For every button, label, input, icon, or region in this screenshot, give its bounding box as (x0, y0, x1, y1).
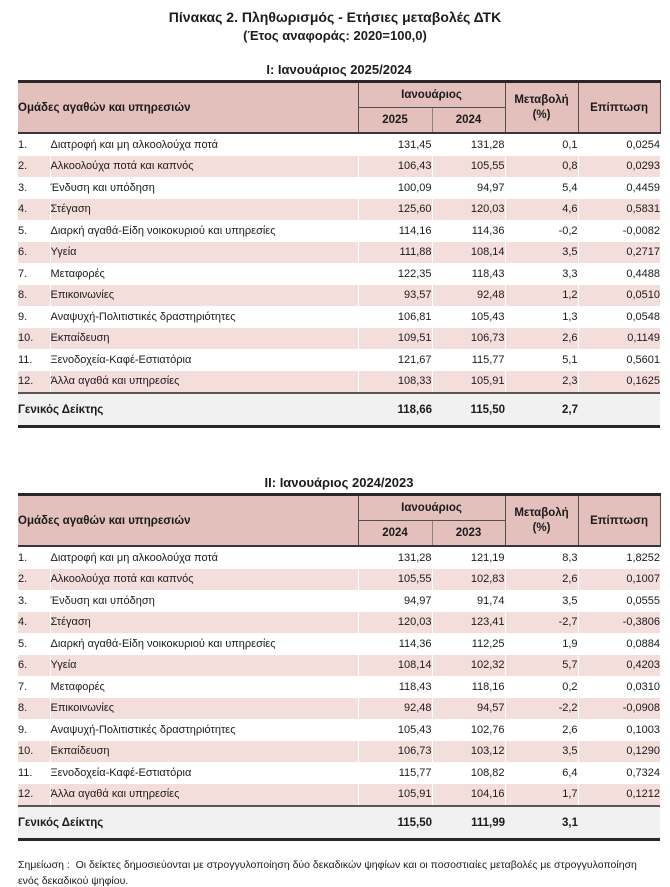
header-change (505, 82, 578, 134)
total-label: Γενικός Δείκτης (18, 806, 358, 840)
change-percent: 2,6 (505, 328, 578, 350)
impact-value: 0,5601 (578, 349, 660, 371)
index-value-year1: 105,91 (358, 784, 432, 807)
table-caption: II: Ιανουάριος 2024/2023 (264, 475, 414, 490)
row-category: Μεταφορές (50, 676, 358, 698)
index-value-year2: 92,48 (432, 285, 505, 307)
row-category: Αλκοολούχα ποτά και καπνός (50, 156, 358, 178)
header-impact: Επίπτωση (578, 82, 660, 134)
row-number: 12. (18, 371, 50, 394)
footnote: Σημείωση : Οι δείκτες δημοσιεύονται με στρογγυλοποίηση δύο δεκαδικών ψηφίων και οι ποσοστιαίες μεταβολές με στρογγυλοποίηση ενός δεκαδικού ψηφίου. (18, 859, 640, 887)
table-row (18, 546, 660, 569)
row-number: 4. (18, 199, 50, 221)
table-row (18, 133, 660, 156)
index-value-year2: 104,16 (432, 784, 505, 807)
index-value-year2: 115,77 (432, 349, 505, 371)
table-section (18, 475, 660, 841)
index-value-year1: 120,03 (358, 612, 432, 634)
change-percent: 5,7 (505, 655, 578, 677)
index-value-year1: 105,55 (358, 569, 432, 591)
table-row (18, 177, 660, 199)
index-value-year2: 102,32 (432, 655, 505, 677)
row-category: Αναψυχή-Πολιτιστικές δραστηριότητες (50, 306, 358, 328)
table-row (18, 349, 660, 371)
row-category: Διατροφή και μη αλκοολούχα ποτά (50, 546, 358, 569)
index-value-year1: 100,09 (358, 177, 432, 199)
change-percent: 4,6 (505, 199, 578, 221)
change-percent: 2,3 (505, 371, 578, 394)
table-header (18, 495, 660, 547)
table-footer (18, 806, 660, 840)
row-number: 5. (18, 220, 50, 242)
row-number: 5. (18, 633, 50, 655)
row-number: 2. (18, 569, 50, 591)
header-groups: Ομάδες αγαθών και υπηρεσιών (18, 495, 358, 547)
impact-value: 0,4459 (578, 177, 660, 199)
table-row (18, 306, 660, 328)
row-category: Ένδυση και υπόδηση (50, 177, 358, 199)
row-category: Στέγαση (50, 199, 358, 221)
index-value-year1: 115,77 (358, 762, 432, 784)
change-percent: -2,2 (505, 698, 578, 720)
row-category: Διαρκή αγαθά-Είδη νοικοκυριού και υπηρεσίες (50, 633, 358, 655)
change-percent: 1,3 (505, 306, 578, 328)
table-row (18, 762, 660, 784)
row-number: 7. (18, 676, 50, 698)
table-body (18, 133, 660, 393)
table-row (18, 285, 660, 307)
index-value-year1: 106,43 (358, 156, 432, 178)
table-row (18, 220, 660, 242)
change-percent: 8,3 (505, 546, 578, 569)
row-number: 6. (18, 655, 50, 677)
index-value-year1: 108,33 (358, 371, 432, 394)
total-change: 3,1 (505, 806, 578, 840)
change-percent: 1,7 (505, 784, 578, 807)
row-category: Διατροφή και μη αλκοολούχα ποτά (50, 133, 358, 156)
row-category: Ξενοδοχεία-Καφέ-Εστιατόρια (50, 349, 358, 371)
index-value-year2: 131,28 (432, 133, 505, 156)
header-change (505, 495, 578, 547)
total-impact (578, 806, 660, 840)
table-body (18, 546, 660, 806)
index-value-year1: 105,43 (358, 719, 432, 741)
index-value-year2: 108,82 (432, 762, 505, 784)
header-change-line2: (%) (532, 108, 551, 121)
change-percent: 0,1 (505, 133, 578, 156)
change-percent: 3,5 (505, 741, 578, 763)
impact-value: 0,0510 (578, 285, 660, 307)
change-percent: 2,6 (505, 569, 578, 591)
total-row (18, 806, 660, 840)
index-value-year1: 131,45 (358, 133, 432, 156)
row-category: Επικοινωνίες (50, 285, 358, 307)
impact-value: 1,8252 (578, 546, 660, 569)
header-change-line2: (%) (532, 521, 551, 534)
impact-value: 0,1149 (578, 328, 660, 350)
impact-value: -0,3806 (578, 612, 660, 634)
row-category: Ένδυση και υπόδηση (50, 590, 358, 612)
header-impact: Επίπτωση (578, 495, 660, 547)
header-month: Ιανουάριος (358, 495, 505, 521)
impact-value: 0,4203 (578, 655, 660, 677)
row-category: Υγεία (50, 242, 358, 264)
impact-value: 0,0884 (578, 633, 660, 655)
total-index-year2: 111,99 (432, 806, 505, 840)
index-value-year2: 105,55 (432, 156, 505, 178)
table-row (18, 698, 660, 720)
row-category: Υγεία (50, 655, 358, 677)
table-row (18, 784, 660, 807)
index-value-year2: 118,43 (432, 263, 505, 285)
change-percent: 6,4 (505, 762, 578, 784)
change-percent: 3,5 (505, 590, 578, 612)
row-number: 12. (18, 784, 50, 807)
total-index-year1: 118,66 (358, 393, 432, 427)
index-value-year2: 112,25 (432, 633, 505, 655)
table-row (18, 242, 660, 264)
inflation-table (18, 493, 661, 841)
total-row (18, 393, 660, 427)
row-category: Εκπαίδευση (50, 741, 358, 763)
table-caption: I: Ιανουάριος 2025/2024 (266, 62, 412, 77)
impact-value: -0,0908 (578, 698, 660, 720)
row-number: 10. (18, 741, 50, 763)
table-row (18, 156, 660, 178)
change-percent: -2,7 (505, 612, 578, 634)
index-value-year2: 120,03 (432, 199, 505, 221)
header-groups: Ομάδες αγαθών και υπηρεσιών (18, 82, 358, 134)
change-percent: 3,3 (505, 263, 578, 285)
index-value-year1: 93,57 (358, 285, 432, 307)
table-row (18, 328, 660, 350)
row-category: Στέγαση (50, 612, 358, 634)
index-value-year1: 111,88 (358, 242, 432, 264)
table-row (18, 633, 660, 655)
index-value-year1: 106,73 (358, 741, 432, 763)
change-percent: 0,8 (505, 156, 578, 178)
page-subtitle: (Έτος αναφοράς: 2020=100,0) (243, 28, 427, 43)
table-row (18, 741, 660, 763)
row-number: 3. (18, 177, 50, 199)
impact-value: 0,1003 (578, 719, 660, 741)
row-number: 6. (18, 242, 50, 264)
index-value-year1: 122,35 (358, 263, 432, 285)
table-footer (18, 393, 660, 427)
impact-value: 0,0293 (578, 156, 660, 178)
total-label: Γενικός Δείκτης (18, 393, 358, 427)
row-number: 11. (18, 762, 50, 784)
index-value-year1: 108,14 (358, 655, 432, 677)
index-value-year1: 131,28 (358, 546, 432, 569)
row-number: 1. (18, 546, 50, 569)
change-percent: 0,2 (505, 676, 578, 698)
change-percent: 2,6 (505, 719, 578, 741)
table-row (18, 263, 660, 285)
row-number: 7. (18, 263, 50, 285)
table-row (18, 676, 660, 698)
index-value-year2: 103,12 (432, 741, 505, 763)
index-value-year2: 102,76 (432, 719, 505, 741)
impact-value: -0,0082 (578, 220, 660, 242)
index-value-year2: 105,43 (432, 306, 505, 328)
header-month: Ιανουάριος (358, 82, 505, 108)
index-value-year1: 92,48 (358, 698, 432, 720)
impact-value: 0,1625 (578, 371, 660, 394)
row-number: 10. (18, 328, 50, 350)
row-category: Μεταφορές (50, 263, 358, 285)
change-percent: 1,2 (505, 285, 578, 307)
change-percent: 5,1 (505, 349, 578, 371)
row-number: 9. (18, 719, 50, 741)
table-row (18, 612, 660, 634)
tables-container (18, 62, 660, 841)
impact-value: 0,0548 (578, 306, 660, 328)
change-percent: -0,2 (505, 220, 578, 242)
impact-value: 0,2717 (578, 242, 660, 264)
impact-value: 0,4488 (578, 263, 660, 285)
index-value-year2: 102,83 (432, 569, 505, 591)
index-value-year2: 91,74 (432, 590, 505, 612)
index-value-year1: 109,51 (358, 328, 432, 350)
table-row (18, 569, 660, 591)
impact-value: 0,0310 (578, 676, 660, 698)
table-row (18, 371, 660, 394)
header-change-line1: Μεταβολή (514, 506, 569, 519)
row-category: Ξενοδοχεία-Καφέ-Εστιατόρια (50, 762, 358, 784)
impact-value: 0,7324 (578, 762, 660, 784)
row-number: 3. (18, 590, 50, 612)
inflation-table (18, 80, 661, 428)
impact-value: 0,5831 (578, 199, 660, 221)
header-change-line1: Μεταβολή (514, 93, 569, 106)
row-number: 11. (18, 349, 50, 371)
impact-value: 0,1007 (578, 569, 660, 591)
header-year1: 2024 (358, 521, 432, 547)
row-category: Διαρκή αγαθά-Είδη νοικοκυριού και υπηρεσίες (50, 220, 358, 242)
index-value-year1: 121,67 (358, 349, 432, 371)
index-value-year2: 105,91 (432, 371, 505, 394)
table-header (18, 82, 660, 134)
table-row (18, 655, 660, 677)
row-number: 4. (18, 612, 50, 634)
index-value-year2: 118,16 (432, 676, 505, 698)
table-row (18, 590, 660, 612)
index-value-year1: 114,36 (358, 633, 432, 655)
impact-value: 0,0254 (578, 133, 660, 156)
row-number: 8. (18, 698, 50, 720)
impact-value: 0,1290 (578, 741, 660, 763)
row-category: Αναψυχή-Πολιτιστικές δραστηριότητες (50, 719, 358, 741)
header-year1: 2025 (358, 108, 432, 134)
row-category: Άλλα αγαθά και υπηρεσίες (50, 371, 358, 394)
table-section (18, 62, 660, 428)
index-value-year2: 121,19 (432, 546, 505, 569)
change-percent: 5,4 (505, 177, 578, 199)
page-title: Πίνακας 2. Πληθωρισμός - Ετήσιες μεταβολές ΔΤΚ (168, 9, 502, 25)
row-number: 1. (18, 133, 50, 156)
row-category: Εκπαίδευση (50, 328, 358, 350)
total-change: 2,7 (505, 393, 578, 427)
header-year2: 2023 (432, 521, 505, 547)
row-number: 2. (18, 156, 50, 178)
row-number: 9. (18, 306, 50, 328)
header-year2: 2024 (432, 108, 505, 134)
total-impact (578, 393, 660, 427)
index-value-year1: 125,60 (358, 199, 432, 221)
change-percent: 3,5 (505, 242, 578, 264)
table-row (18, 719, 660, 741)
index-value-year2: 114,36 (432, 220, 505, 242)
index-value-year2: 123,41 (432, 612, 505, 634)
change-percent: 1,9 (505, 633, 578, 655)
index-value-year1: 114,16 (358, 220, 432, 242)
index-value-year2: 106,73 (432, 328, 505, 350)
impact-value: 0,1212 (578, 784, 660, 807)
index-value-year2: 108,14 (432, 242, 505, 264)
index-value-year1: 118,43 (358, 676, 432, 698)
table-row (18, 199, 660, 221)
index-value-year2: 94,57 (432, 698, 505, 720)
impact-value: 0,0555 (578, 590, 660, 612)
index-value-year2: 94,97 (432, 177, 505, 199)
index-value-year1: 94,97 (358, 590, 432, 612)
row-number: 8. (18, 285, 50, 307)
row-category: Άλλα αγαθά και υπηρεσίες (50, 784, 358, 807)
index-value-year1: 106,81 (358, 306, 432, 328)
row-category: Αλκοολούχα ποτά και καπνός (50, 569, 358, 591)
row-category: Επικοινωνίες (50, 698, 358, 720)
total-index-year2: 115,50 (432, 393, 505, 427)
total-index-year1: 115,50 (358, 806, 432, 840)
